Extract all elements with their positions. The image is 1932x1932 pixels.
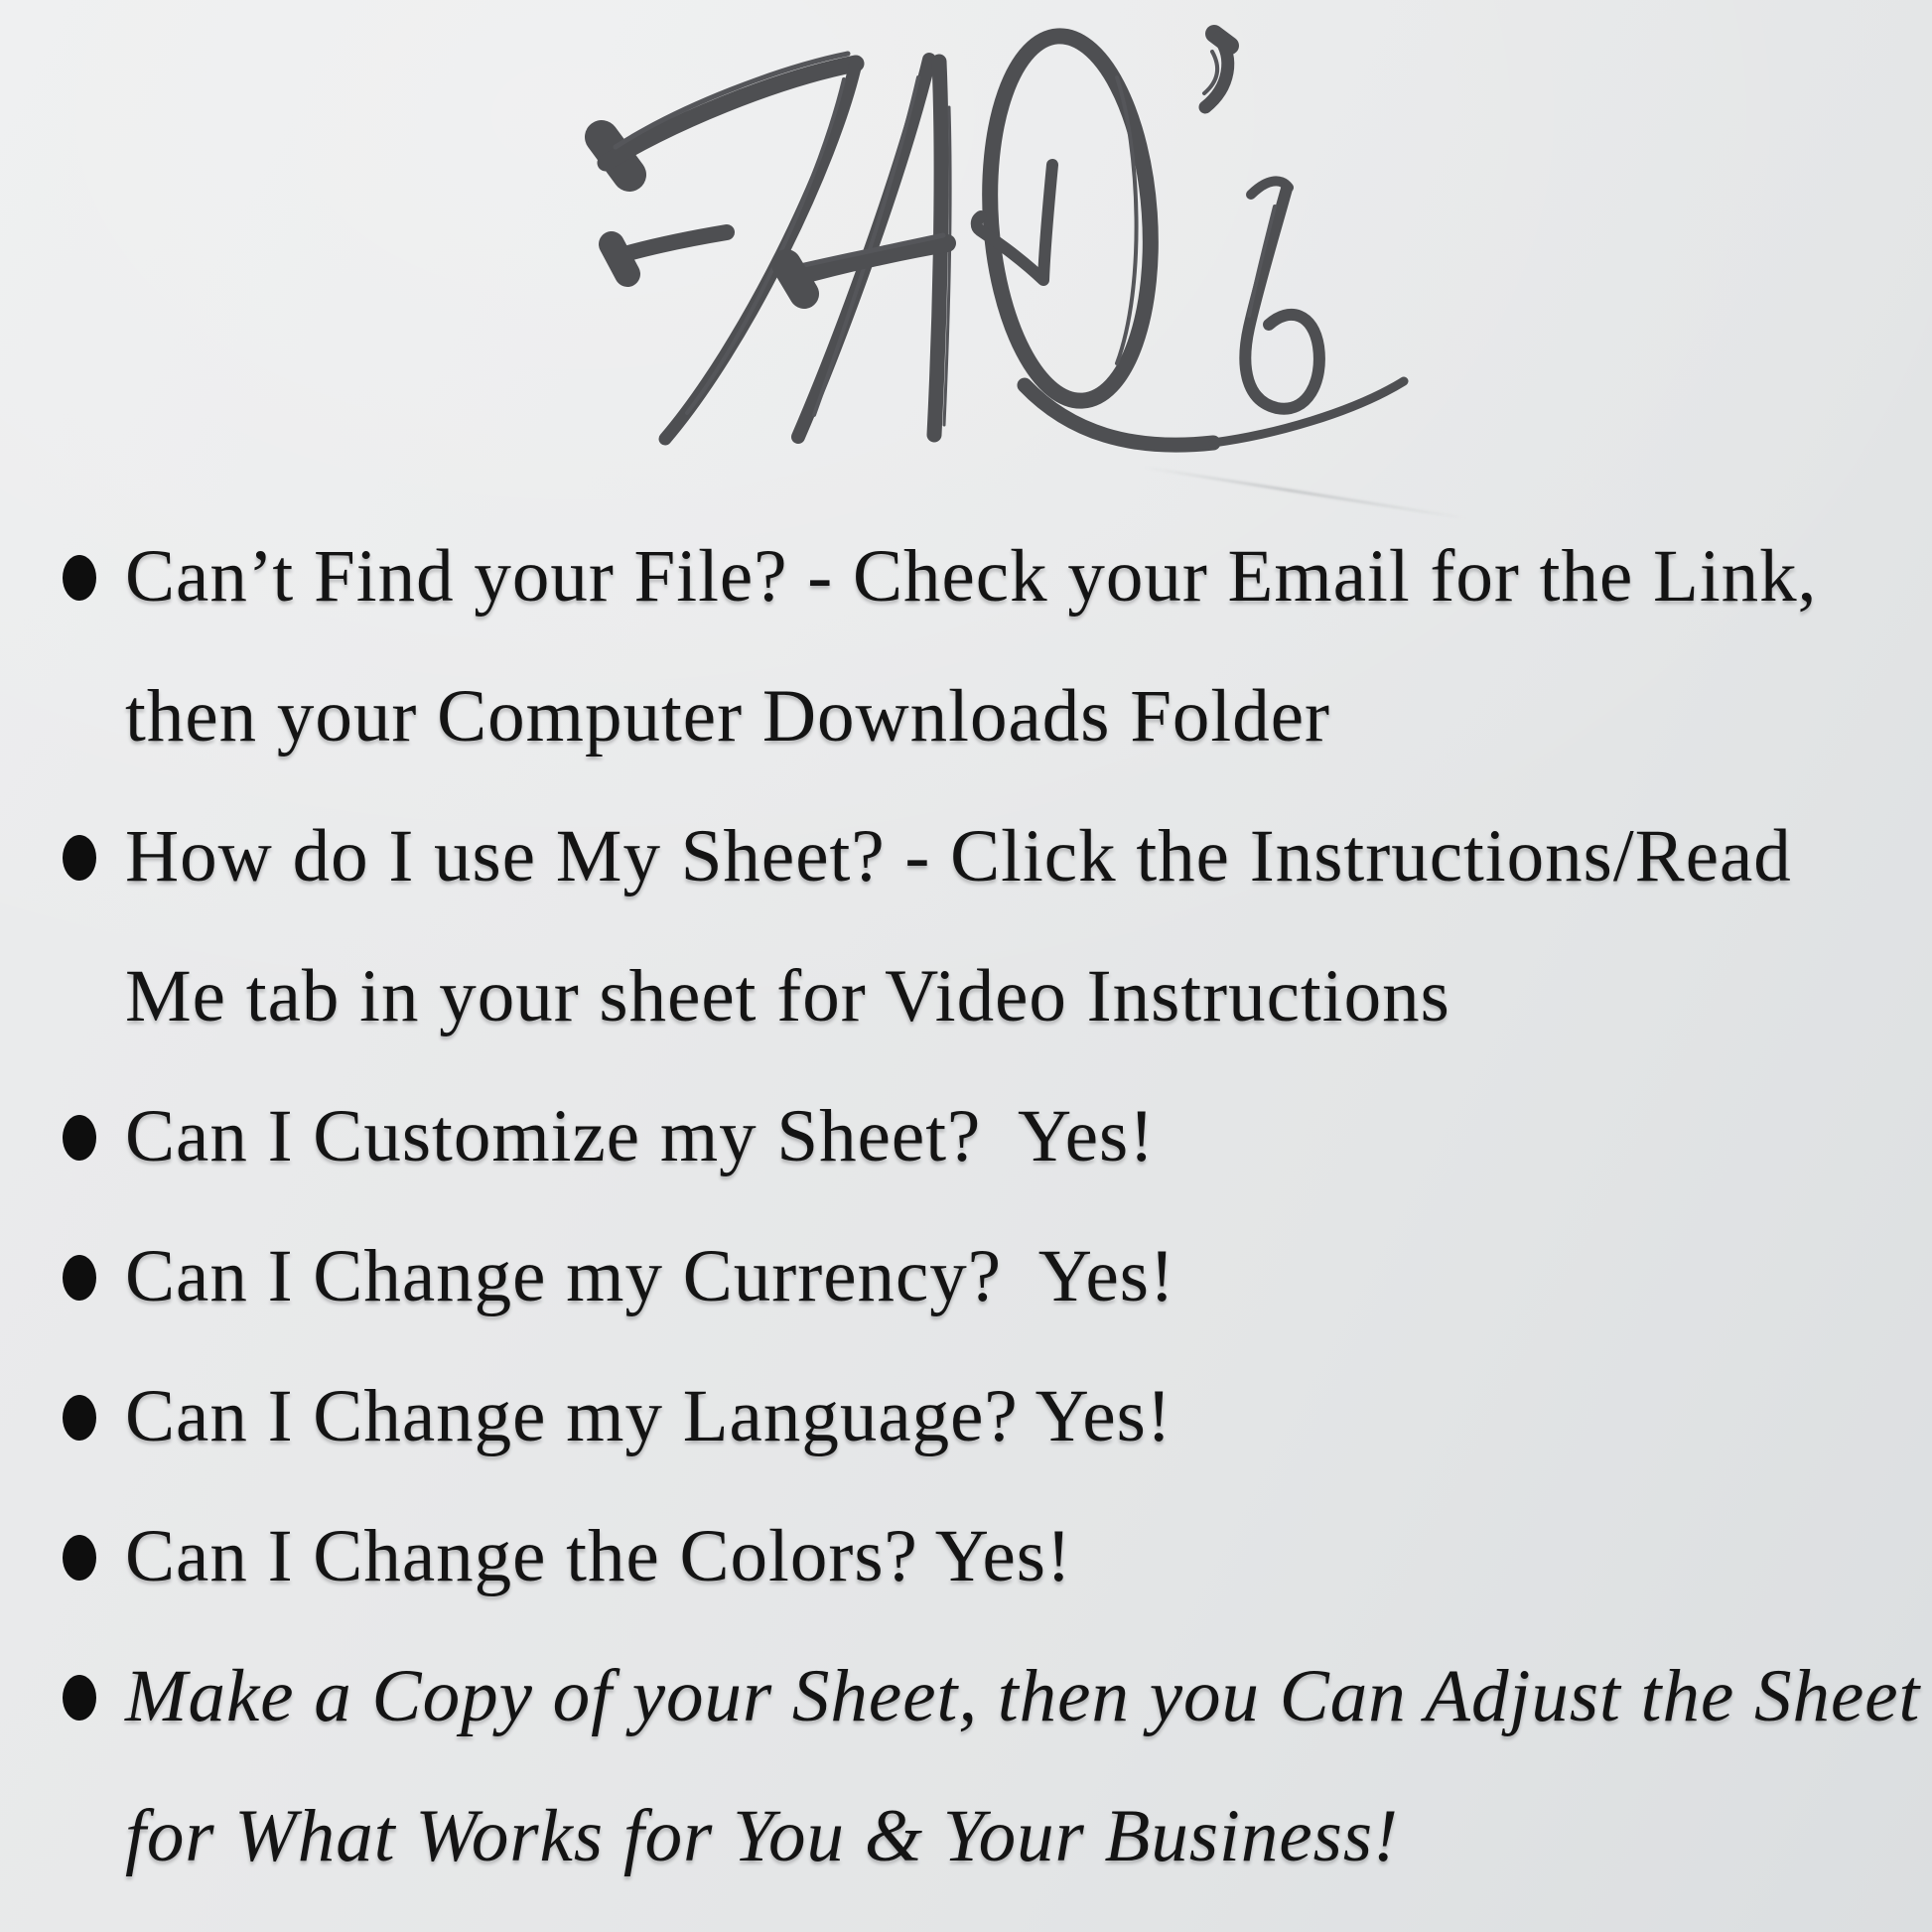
faq-item [0,1346,1912,1486]
faq-line: How do I use My Sheet? - Click the Instructions/Read [125,815,1792,897]
faq-line: Can I Change my Currency? Yes! [125,1235,1175,1317]
bullet-icon [63,1115,96,1161]
faq-item [0,1206,1912,1346]
faq-list [0,506,1921,1906]
faq-item-lines [125,1486,1912,1626]
faq-line: Me tab in your sheet for Video Instructions [125,955,1450,1037]
faq-line: Can I Change my Language? Yes! [125,1375,1173,1457]
bullet-icon [63,1675,96,1721]
faq-item [0,1626,1921,1906]
faq-line: Make a Copy of your Sheet, then you Can Adjust the Sheet [125,1655,1921,1737]
bullet-icon [63,835,96,881]
faq-item [0,1486,1912,1626]
faq-line: then your Computer Downloads Folder [125,675,1331,758]
faq-item-lines [125,1206,1912,1346]
faq-item-lines [125,506,1912,786]
faq-item [0,1066,1912,1206]
letter-q [977,31,1404,445]
faq-item-lines [125,786,1912,1066]
bullet-icon [63,1395,96,1441]
letter-s [1245,181,1319,408]
faq-item-lines [125,1626,1921,1906]
bullet-icon [63,555,96,601]
faq-item [0,506,1912,786]
bullet-icon [63,1535,96,1581]
faq-item-lines [125,1346,1912,1486]
letter-a [786,60,950,437]
faq-line: for What Works for You & Your Business! [125,1795,1400,1877]
bullet-icon [63,1255,96,1301]
faq-item [0,786,1912,1066]
faq-title-script [576,18,1449,484]
faq-line: Can I Change the Colors? Yes! [125,1515,1072,1597]
faq-line: Can I Customize my Sheet? Yes! [125,1095,1156,1177]
apostrophe [1204,34,1230,107]
faq-line: Can’t Find your File? - Check your Email for the Link, [125,535,1818,618]
faq-item-lines [125,1066,1912,1206]
